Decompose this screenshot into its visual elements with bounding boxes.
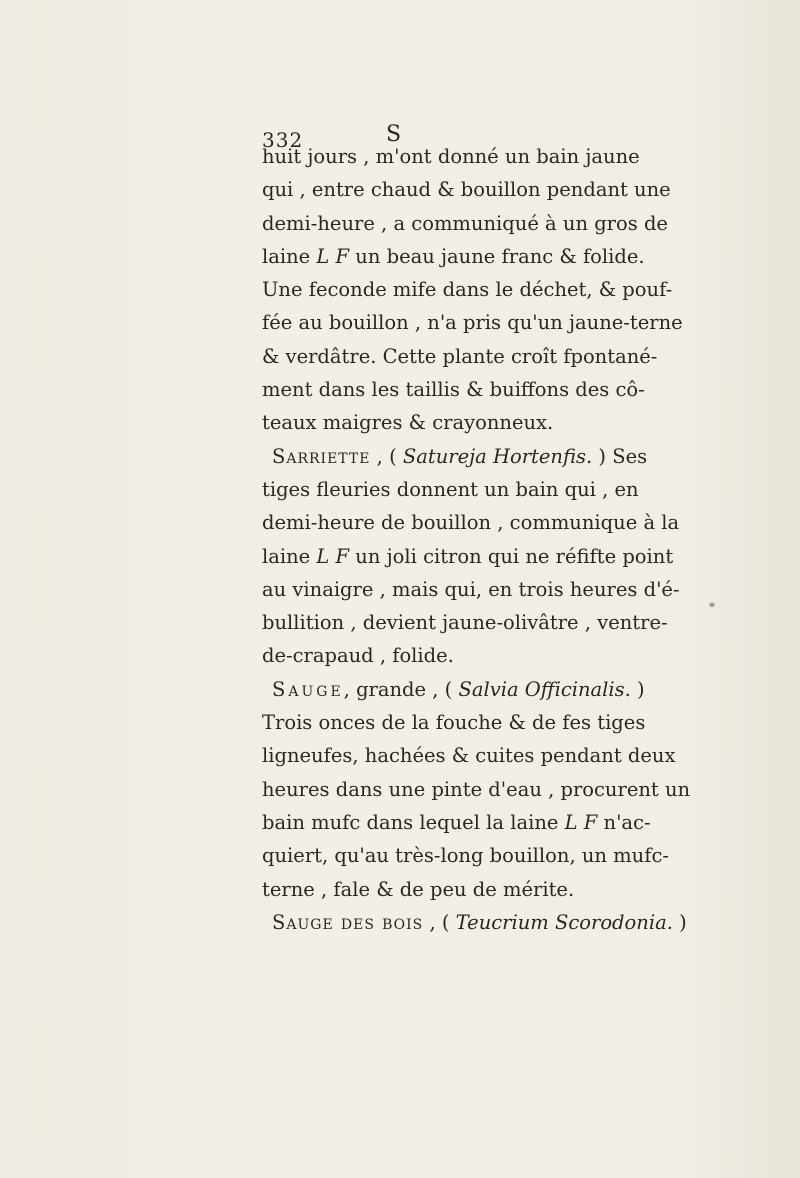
text-segment: ligneufes, hachées & cuites pendant deux [262, 744, 676, 768]
text-segment: qui , entre chaud & bouillon pendant une [262, 178, 671, 202]
text-line [262, 706, 646, 739]
body-text [262, 140, 691, 939]
text-line [262, 906, 687, 939]
text-line [262, 273, 673, 306]
signature-mark: S [386, 122, 402, 147]
text-line [262, 406, 554, 439]
text-segment: & verdâtre. Cette plante croît fpontané- [262, 344, 658, 368]
text-segment: , grande , ( [343, 677, 459, 701]
text-segment: , ( [423, 910, 456, 934]
margin-mark: * [709, 600, 715, 614]
text-line [262, 739, 676, 772]
text-line [262, 340, 658, 373]
text-segment: un beau jaune franc & folide. [349, 244, 645, 268]
text-segment: heures dans une pinte d'eau , procurent un [262, 777, 691, 801]
text-segment: ) Ses [592, 444, 648, 468]
text-line [262, 207, 668, 240]
text-segment: Trois onces de la fouche & de fes tiges [262, 711, 646, 735]
italic-segment: Satureja Hortenfis. [402, 444, 593, 468]
text-segment: ment dans les taillis & buiffons des cô- [262, 378, 645, 402]
text-segment: laine [262, 544, 317, 568]
text-segment: ) [672, 910, 687, 934]
text-line [262, 673, 645, 706]
text-segment: terne , fale & de peu de mérite. [262, 877, 575, 901]
small-caps-entry: Sarriette [272, 444, 371, 468]
text-segment: quiert, qu'au très-long bouillon, un mufc- [262, 844, 669, 868]
text-segment: n'ac- [597, 810, 651, 834]
text-line [262, 540, 674, 573]
text-line [262, 639, 544, 672]
text-line [262, 806, 651, 839]
text-segment: demi-heure de bouillon , communique à la [262, 511, 680, 535]
text-segment: laine [262, 244, 317, 268]
text-segment: teaux maigres & crayonneux. [262, 411, 554, 435]
text-line [262, 373, 645, 406]
text-line [262, 306, 683, 339]
text-segment: huit jours , m'ont donné un bain jaune [262, 145, 640, 168]
text-line [262, 839, 669, 872]
text-line [262, 773, 691, 806]
small-caps-entry: Sauge des bois [272, 910, 424, 934]
text-segment: bain mufc dans lequel la laine [262, 810, 565, 834]
text-line [262, 240, 645, 273]
text-line [262, 573, 680, 606]
text-line [262, 506, 680, 539]
text-segment: un joli citron qui ne réfifte point [349, 544, 674, 568]
italic-segment: L F [316, 244, 350, 268]
text-line [262, 873, 575, 906]
text-segment: tiges fleuries donnent un bain qui , en [262, 477, 639, 501]
page-number: 332 [262, 128, 304, 152]
text-line [262, 140, 640, 173]
small-caps-entry: Sauge [272, 677, 344, 701]
text-segment: ) [630, 677, 645, 701]
text-segment: fée au bouillon , n'a pris qu'un jaune-terne [262, 311, 683, 335]
italic-segment: L F [316, 544, 350, 568]
text-segment: , ( [370, 444, 403, 468]
text-line [262, 473, 639, 506]
text-line [262, 440, 648, 473]
text-segment: demi-heure , a communiqué à un gros de [262, 211, 668, 235]
text-segment: bullition , devient jaune-olivâtre , ventre- [262, 611, 668, 635]
text-line [262, 173, 671, 206]
text-segment: au vinaigre , mais qui, en trois heures d'é- [262, 577, 680, 601]
text-line [262, 606, 668, 639]
text-segment: de-crapaud , folide. [262, 644, 454, 668]
italic-segment: Salvia Officinalis. [458, 677, 631, 701]
italic-segment: Teucrium Scorodonia. [455, 910, 673, 934]
text-segment: Une feconde mife dans le déchet, & pouf- [262, 278, 673, 302]
italic-segment: L F [564, 810, 598, 834]
